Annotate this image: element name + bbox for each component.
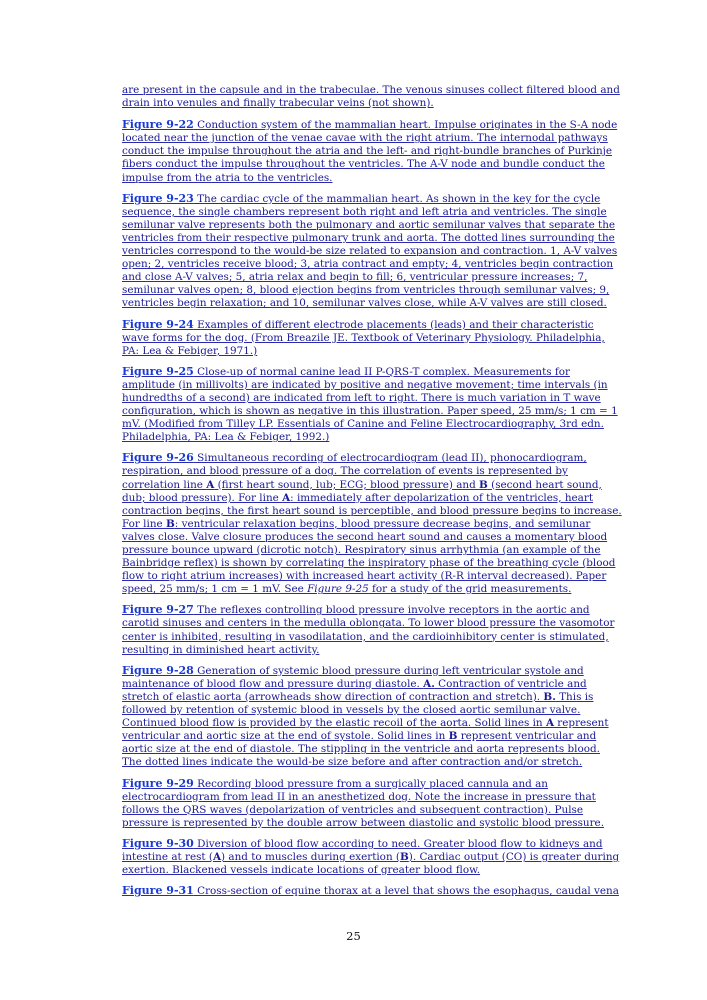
caption-text: Examples of different electrode placements (leads) and their characteristic wave forms for the dog. (From Breazile JE. Textbook of Veterinary Physiology. Philadelphia, PA: Lea & Febiger, 1971.) bbox=[122, 318, 605, 357]
figure-caption-9-24 bbox=[122, 318, 622, 358]
line-label-b: B bbox=[479, 478, 488, 491]
page-number: 25 bbox=[346, 929, 361, 943]
caption-text: Diversion of blood flow according to need. Greater blood flow to kidneys and intestine at rest ( bbox=[122, 837, 603, 863]
figure-caption-9-28 bbox=[122, 664, 622, 770]
figure-caption-9-22 bbox=[122, 118, 622, 184]
caption-text: Generation of systemic blood pressure during left ventricular systole and maintenance of blood flow and pressure during diastole. bbox=[122, 664, 584, 690]
figure-cross-reference[interactable]: Figure 9-25 bbox=[307, 583, 369, 596]
figure-caption-9-23 bbox=[122, 192, 622, 311]
line-label-a: A bbox=[206, 478, 215, 491]
caption-text: Close-up of normal canine lead II P-QRS-T complex. Measurements for amplitude (in millivolts) are indicated by positive and negative movement; time intervals (in hundredths of a second) are indicated from left to right. There is much variation in T wave configuration, which is shown as negative in this illustration. Paper speed, 25 mm/s; 1 cm = 1 mV. (Modified from Tilley LP. Essentials of Canine and Feline Electrocardiography, 3rd edn. Philadelphia, PA: Lea & Febiger, 1992.) bbox=[122, 365, 618, 444]
figure-caption-9-26 bbox=[122, 451, 622, 596]
caption-text: (second heart sound, dub; blood pressure). For line bbox=[122, 478, 602, 504]
line-label-b: B bbox=[165, 517, 175, 530]
figure-caption-9-25 bbox=[122, 365, 622, 445]
caption-text: : ventricular relaxation begins, blood pressure decrease begins, and semilunar valves close. Valve closure produces the second heart sound and causes a momentary blood pressure bounce upward (dicrotic notch). Respiratory sinus arrhythmia (an example of the Bainbridge reflex) is shown by correlating the inspiratory phase of the breathing cycle (blood flow to right atrium increases) with increased heart activity (R-R interval decreased). Paper speed, 25 mm/s; 1 cm = 1 mV. See bbox=[122, 517, 616, 596]
caption-text: The cardiac cycle of the mammalian heart. As shown in the key for the cycle sequence, the single chambers represent both right and left atria and ventricles. The single semilunar valve represents both the pulmonary and aortic semilunar valves that separate the ventricles from their respective pulmonary trunk and aorta. The dotted lines surrounding the ventricles correspond to the would-be size related to expansion and contraction. 1, A-V valves open; 2, ventricles receive blood; 3, atria contract and empty; 4, ventricles begin contraction and close A-V valves; 5, atria relax and begin to fill; 6, ventricular pressure increases; 7, semilunar valves open; 8, blood ejection begins from ventricles through semilunar valves; 9, ventricles begin relaxation; and 10, semilunar valves close, while A-V valves are still closed. bbox=[122, 192, 618, 310]
figure-link-9-22[interactable]: Figure 9-22 bbox=[122, 118, 194, 132]
figure-link-9-27[interactable]: Figure 9-27 bbox=[122, 603, 194, 617]
caption-text: represent ventricular and aortic size at the end of diastole. The stippling in the ventricle and aorta represents blood. The dotted lines indicate the would-be size before and after contraction and/or stretch. bbox=[122, 730, 600, 769]
figure-link-9-30[interactable]: Figure 9-30 bbox=[122, 836, 194, 850]
figure-link-9-28[interactable]: Figure 9-28 bbox=[122, 663, 194, 677]
figure-link-9-23[interactable]: Figure 9-23 bbox=[122, 191, 194, 205]
figure-link-9-24[interactable]: Figure 9-24 bbox=[122, 317, 194, 331]
caption-text: : immediately after depolarization of the ventricles, heart contraction begins, the first heart sound is perceptible, and blood pressure begins to increase. For line bbox=[122, 491, 622, 530]
caption-text: (first heart sound, lub; ECG; blood pressure) and bbox=[214, 478, 480, 491]
panel-label-b: B bbox=[400, 850, 409, 863]
panel-label-a: A bbox=[212, 850, 222, 863]
panel-label-b: B. bbox=[543, 690, 556, 703]
line-label-a: A bbox=[282, 491, 291, 504]
caption-text: Conduction system of the mammalian heart. Impulse originates in the S-A node located near the junction of the venae cavae with the right atrium. The internodal pathways conduct the impulse throughout the atria and the left- and right-bundle branches of Purkinje fibers conduct the impulse throughout the ventricles. The A-V node and bundle conduct the impulse from the atria to the ventricles. bbox=[122, 119, 618, 184]
caption-text: Recording blood pressure from a surgically placed cannula and an electrocardiogram from lead II in an anesthetized dog. Note the increase in pressure that follows the QRS waves (depolarization of ventricles and subsequent contraction). Pulse pressure is represented by the double arrow between diastolic and systolic blood pressure. bbox=[122, 777, 605, 829]
caption-text: ) and to muscles during exertion ( bbox=[221, 850, 400, 863]
figure-caption-9-27 bbox=[122, 603, 622, 656]
figure-link-9-29[interactable]: Figure 9-29 bbox=[122, 776, 194, 790]
panel-label-a: A bbox=[545, 717, 554, 730]
document-page bbox=[122, 84, 622, 905]
figure-caption-9-31 bbox=[122, 884, 622, 898]
caption-text: for a study of the grid measurements. bbox=[368, 583, 572, 596]
caption-text: Contraction of ventricle and stretch of elastic aorta (arrowheads show direction of contraction and stretch). bbox=[122, 677, 587, 703]
intro-paragraph bbox=[122, 84, 622, 110]
panel-label-a: A. bbox=[423, 677, 435, 690]
figure-link-9-25[interactable]: Figure 9-25 bbox=[122, 364, 194, 378]
figure-caption-9-29 bbox=[122, 777, 622, 830]
caption-text: represent ventricular and aortic size at the end of systole. Solid lines in bbox=[122, 717, 609, 743]
caption-text: Cross-section of equine thorax at a level that shows the esophagus, caudal vena bbox=[193, 885, 619, 898]
caption-text: This is followed by retention of systemic blood in vessels by the closed aortic semilunar valve. Continued blood flow is provided by the elastic recoil of the aorta. Solid lines in bbox=[122, 690, 594, 730]
caption-text: Simultaneous recording of electrocardiogram (lead II), phonocardiogram, respiration, and blood pressure of a dog. The correlation of events is represented by correlation line bbox=[122, 452, 587, 491]
figure-link-9-26[interactable]: Figure 9-26 bbox=[122, 451, 194, 465]
intro-text: are present in the capsule and in the trabeculae. The venous sinuses collect filtered blood and drain into venules and finally trabecular veins (not shown). bbox=[122, 84, 620, 110]
caption-text: The reflexes controlling blood pressure involve receptors in the aortic and carotid sinuses and centers in the medulla oblongata. To lower blood pressure the vasomotor center is inhibited, resulting in vasodilatation, and the cardioinhibitory center is stimulated, resulting in diminished heart activity. bbox=[122, 604, 615, 656]
panel-label-b: B bbox=[448, 730, 458, 743]
figure-caption-9-30 bbox=[122, 837, 622, 877]
caption-text: ). Cardiac output (CO) is greater during exertion. Blackened vessels indicate locations of greater blood flow. bbox=[122, 850, 620, 877]
figure-link-9-31[interactable]: Figure 9-31 bbox=[122, 884, 194, 898]
